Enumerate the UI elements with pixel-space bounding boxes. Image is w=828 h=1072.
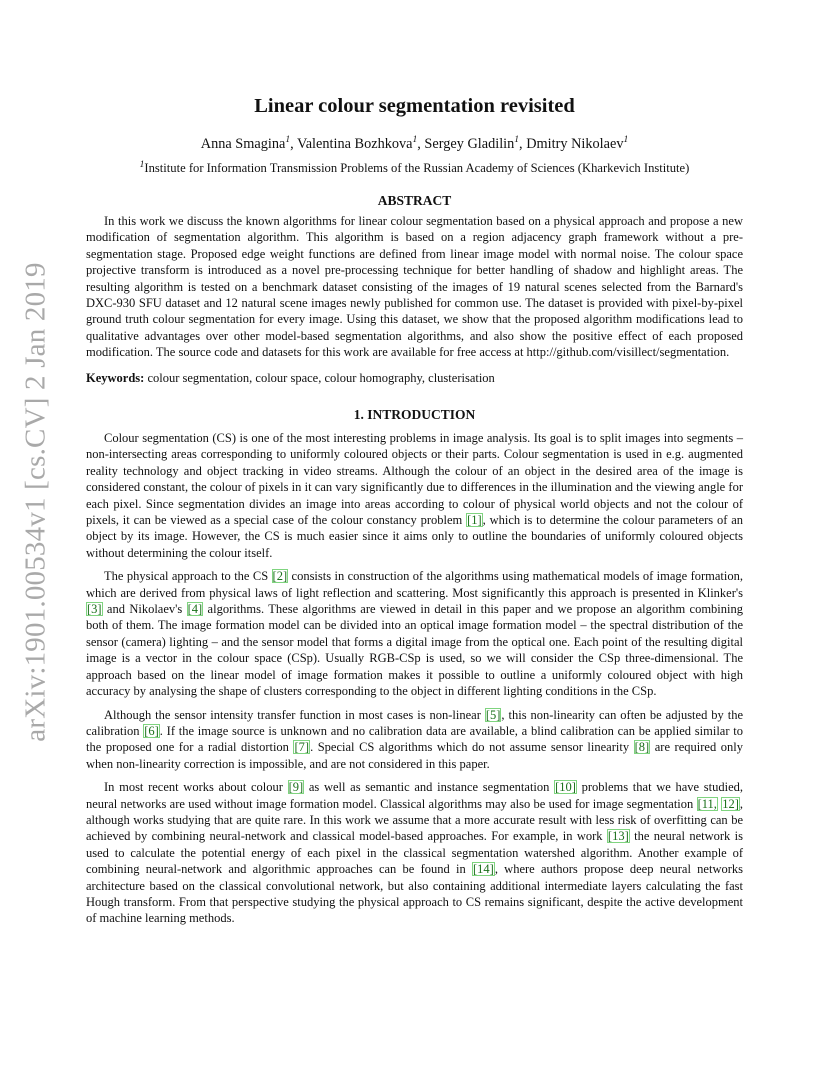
paragraph-text: , which is to determine the colour parameters of an object by its image. However, the CS is much easier since it aims only to outline the boundaries of uniformly coloured objects without determining the colour itself. [86,513,744,560]
introduction-body [86,430,743,927]
arxiv-margin-stamp [14,262,58,742]
citation-link[interactable]: [7] [294,740,310,755]
author-separator: , [290,135,297,152]
citation-link[interactable]: [11, [697,796,717,811]
citation-link[interactable]: [6] [144,723,159,738]
paragraph-text: , where authors propose deep neural networks architecture based on the classical convolutional network, but also containing additional intermediate layers calculating the fast Hough transform. From that perspective studying the physical approach to CS remains significant, despite the active development of machine learning methods. [86,862,743,926]
affiliation-text: Institute for Information Transmission Problems of the Russian Academy of Sciences (Kharkevich Institute) [144,160,690,175]
citation-link[interactable]: [10] [555,780,576,795]
paragraph-text: . If the image source is unknown and no calibration data are available, a blind calibration can be applied similar to the proposed one for a radial distortion [86,723,743,755]
paragraph-text: Colour segmentation (CS) is one of the most interesting problems in image analysis. Its goal is to split images into segments – non-intersecting areas corresponding to uniformly coloured objects or their parts. Colour segmentation is used in e.g. augmented reality technology and object tracking in video streams. Although the colour of an object in the desired area of the image is considered constant, the colour of pixels in it can vary significantly due to differences in the illumination and the viewing angle for each pixel. Since segmentation divides an image into areas according to colour of physical world objects and not the colour of pixels, it can be viewed as a special case of the colour constancy problem [86,431,743,528]
citation-link[interactable]: [3] [87,602,102,617]
paragraph-text: problems that we have studied, neural networks are used without image formation model. Classical algorithms may also be used for image segmentation [86,780,743,811]
paragraph-text: algorithms. These algorithms are viewed in detail in this paper and we propose an algorithm combining both of them. The image formation model can be divided into an optical image formation model – the spectral distribution of the sensor (camera) lighting – and the sensor model that forms a digital image from the optical one. Each point of the resulting digital image is a vector in the colour space (CSp). Usually RGB-CSp is used, so we will consider the CSp three-dimensional. The approach based on the linear model of image formation makes it possible to outline a uniformly coloured object with high accuracy by analysing the shape of clusters corresponding to the object in different lighting conditions in the CSp. [86,602,743,699]
introduction-paragraph [86,707,743,773]
affiliation [86,156,743,177]
affiliation-mark: 1 [139,159,145,170]
introduction-paragraph [86,779,743,927]
keywords [86,370,743,386]
abstract-heading: ABSTRACT [377,192,452,208]
paragraph-text: . Special CS algorithms which do not assume sensor linearity [310,740,634,755]
citation-link[interactable]: [14] [472,862,494,877]
citation-link[interactable]: [13] [607,829,629,844]
introduction-paragraph [86,568,743,699]
paragraph-text: The physical approach to the CS [104,569,272,584]
paper-page [86,92,743,927]
paragraph-text: are required only when non-linearity correction is impossible, and are not considered in this paper. [86,740,743,771]
author-list [86,130,743,154]
paragraph-text: , this non-linearity can often be adjusted by the calibration [86,707,743,738]
citation-link[interactable]: 12] [722,796,739,811]
paragraph-text: , although works studying that are quite rare. In this work we assume that a more accurate result with less risk of overfitting can be achieved by combining neural-network and classical model-based approaches. For example, in work [86,796,744,844]
introduction-paragraph [86,430,743,561]
paragraph-text: and Nikolaev's [102,602,187,617]
paragraph-text: as well as semantic and instance segmentation [304,780,555,795]
author-affiliation-mark: 1 [285,135,291,145]
author-name: Valentina Bozhkova [296,135,413,152]
keywords-text: colour segmentation, colour space, colour homography, clusterisation [147,370,495,385]
author-affiliation-mark: 1 [514,135,520,145]
paragraph-text: Although the sensor intensity transfer function in most cases is non-linear [104,707,485,722]
arxiv-identifier[interactable]: arXiv:1901.00534v1 [cs.CV] 2 Jan 2019 [19,262,52,742]
citation-link[interactable]: [5] [485,707,501,722]
author-separator: , [519,135,527,152]
paragraph-text: In most recent works about colour [104,780,288,795]
citation-link[interactable]: [9] [288,780,304,795]
author-name: Dmitry Nikolaev [526,135,624,152]
citation-link[interactable]: [8] [634,740,650,755]
section-heading-introduction: 1. INTRODUCTION [353,407,476,423]
keywords-label: Keywords: [86,370,145,385]
author-affiliation-mark: 1 [623,135,629,145]
citation-link[interactable]: [1] [467,513,482,528]
paragraph-text: the neural network is used to calculate the potential energy of each pixel in the classical segmentation watershed algorithm. Another example of combining neural-network and algorithmic approaches can be found in [86,829,743,877]
author-name: Sergey Gladilin [424,135,515,152]
abstract-text: In this work we discuss the known algorithms for linear colour segmentation based on a physical approach and propose a new modification of segmentation algorithm. This algorithm is based on a region adjacency graph framework without a pre-segmentation stage. Proposed edge weight functions are defined from linear image model with normal noise. The colour space projective transform is introduced as a novel pre-processing technique for better handling of shadow and highlight areas. The resulting algorithm is tested on a benchmark dataset consisting of the images of 19 natural scenes selected from the Barnard's DXC-930 SFU dataset and 12 natural scene images newly published for common use. The dataset is provided with pixel-by-pixel ground truth colour segmentation for every image. Using this dataset, we show that the proposed algorithm modifications lead to qualitative advantages over other model-based segmentation algorithms, and also show the positive effect of each proposed modification. The source code and datasets for this work are available for free access at http://github.com/visillect/segmentation. [86,213,743,360]
citation-link[interactable]: [2] [272,569,288,584]
paragraph-text: consists in construction of the algorithms using mathematical models of image formation, which are derived from physical laws of light reflection and scattering. Most significantly this approach is presented in Klinker's [86,569,743,600]
citation-link[interactable]: [4] [187,602,203,617]
author-name: Anna Smagina [200,135,286,152]
paper-title: Linear colour segmentation revisited [254,95,575,117]
author-affiliation-mark: 1 [412,135,418,145]
author-separator: , [417,135,425,152]
